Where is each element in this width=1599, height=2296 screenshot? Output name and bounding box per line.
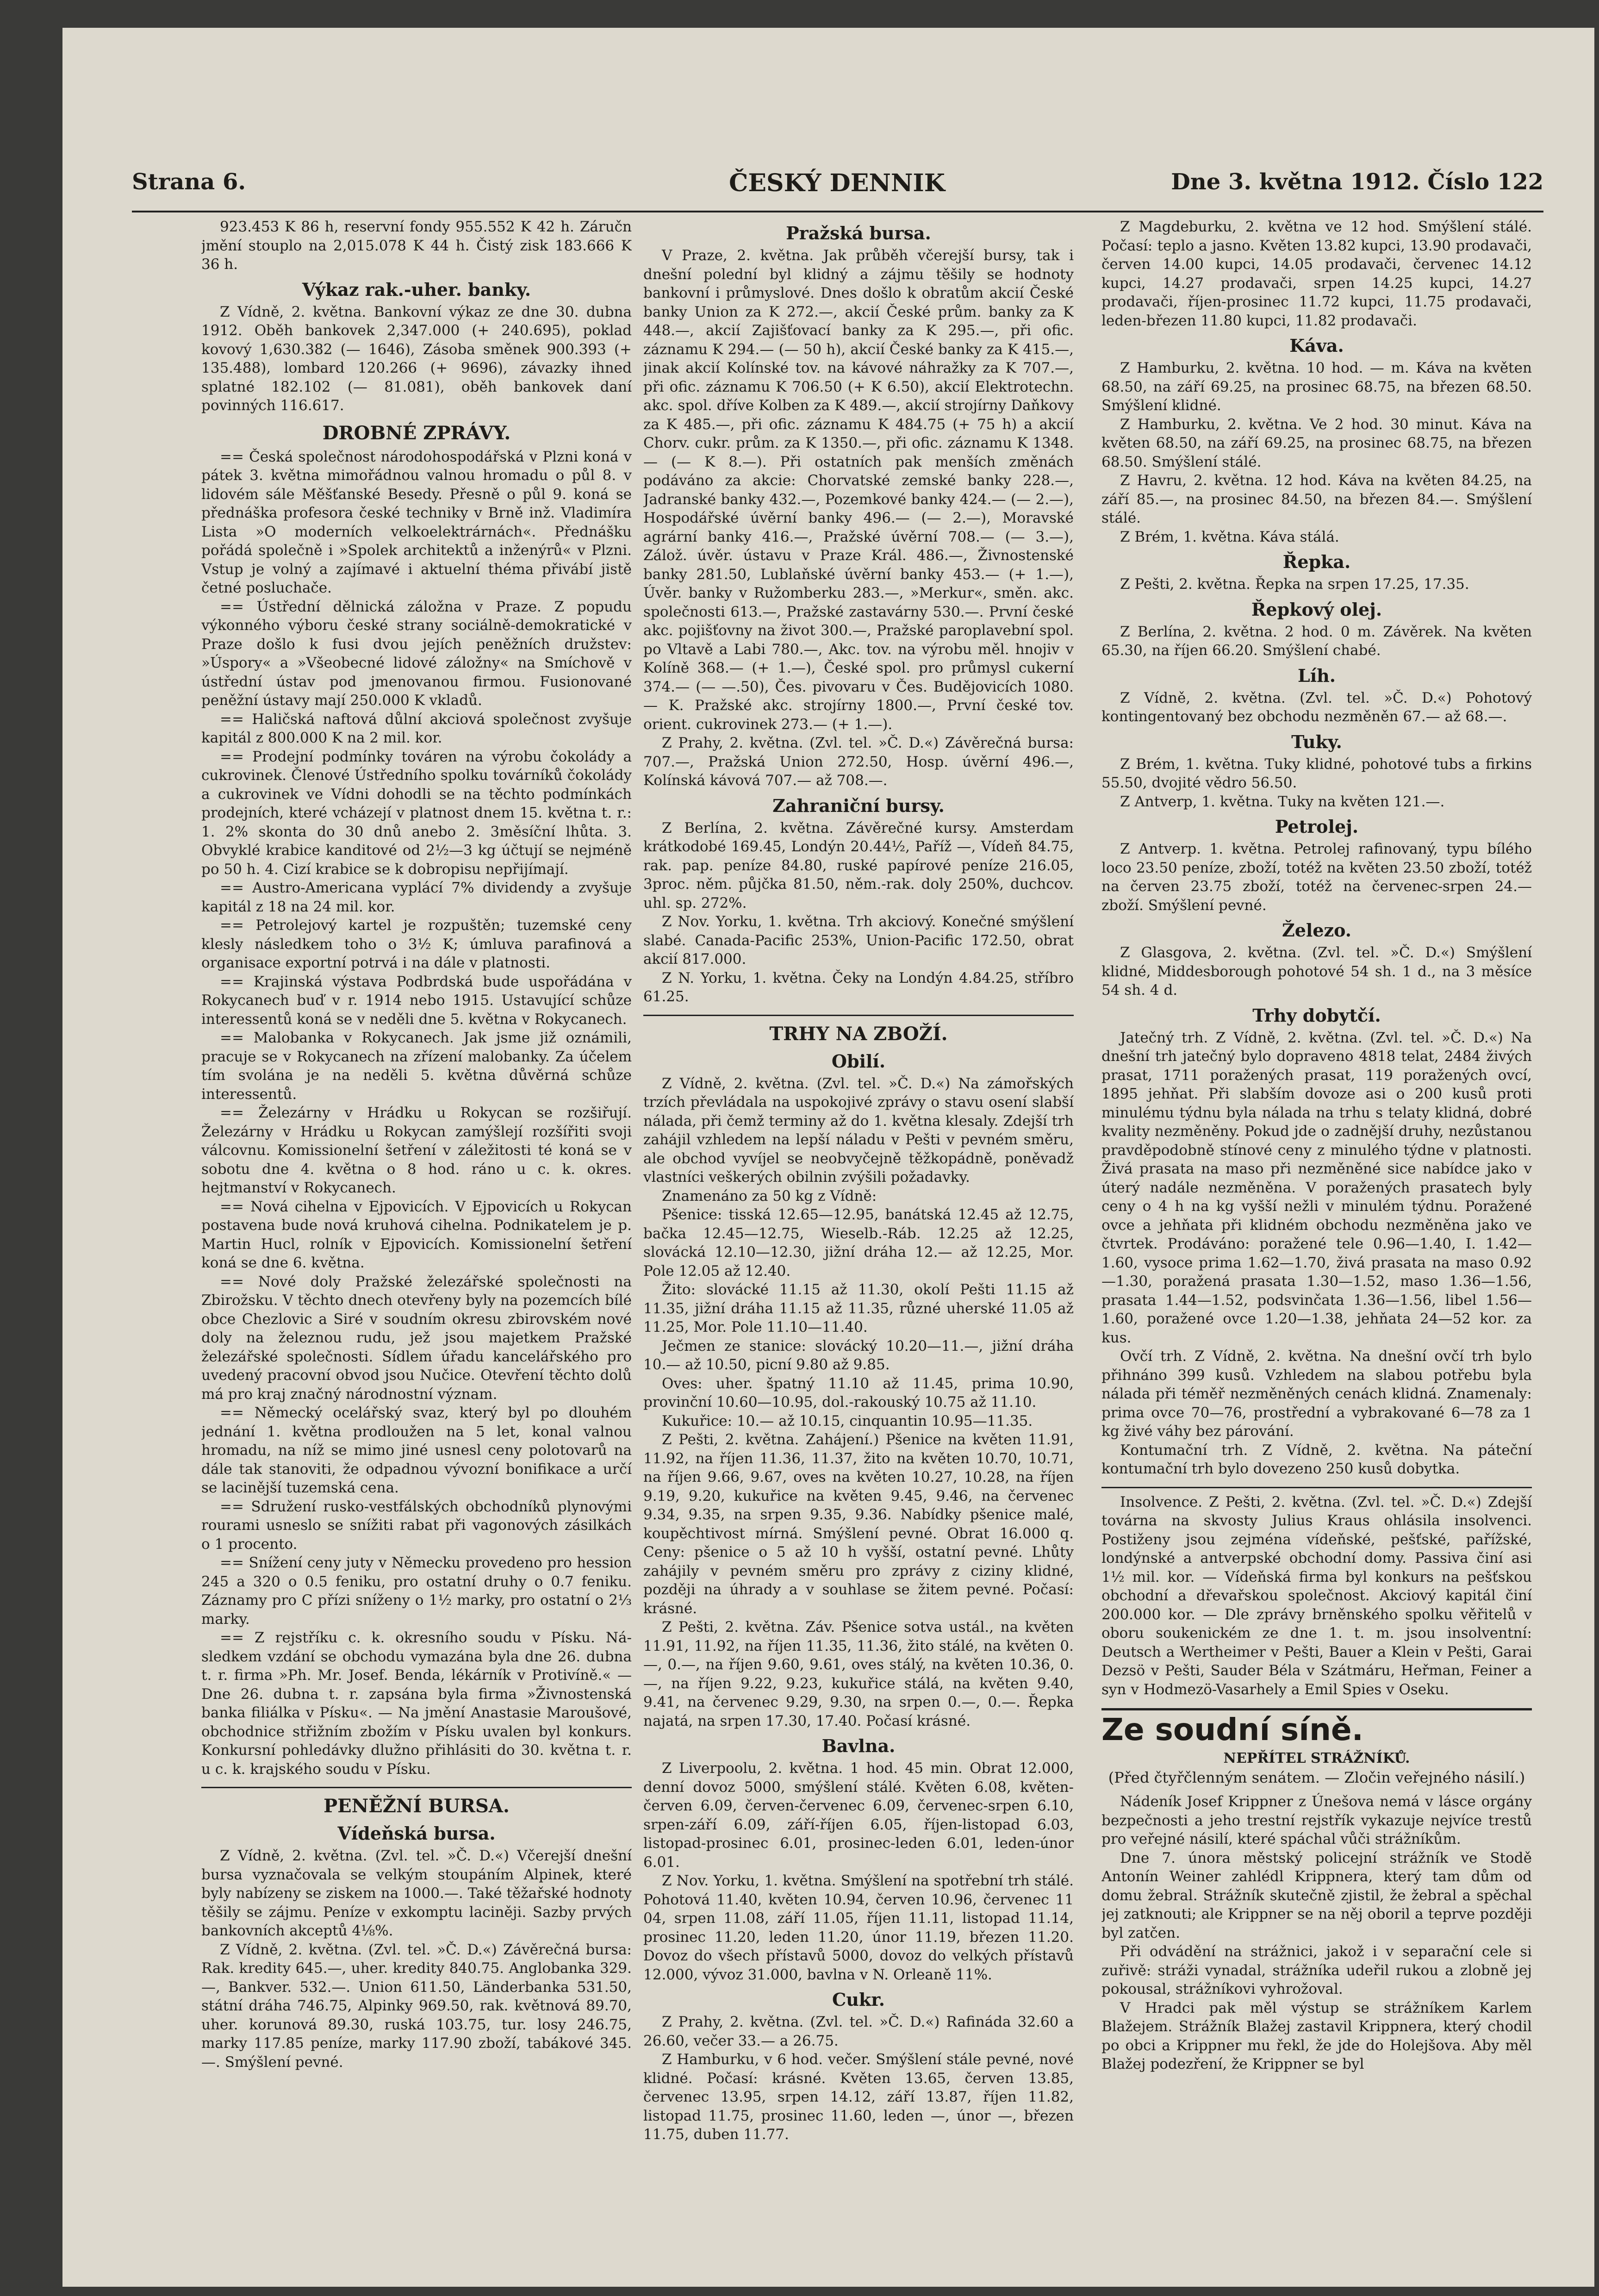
article-text: Z Hamburku, 2. května. Ve 2 hod. 30 minut. Káva na květen 68.50, na září 69.25, na prosinec 68.75, na březen 68.50. Smýšlení stálé. — [1101, 416, 1532, 470]
article-text: Z Berlína, 2. května. 2 hod. 0 m. Závěrek. Na květen 65.30, na říjen 66.20. Smýšlení chabé. — [1101, 623, 1532, 659]
article-text: Z Berlína, 2. května. Závěrečné kursy. Amsterdam krátkodobé 169.45, Londýn 20.44½, Paříž —, Vídeň 84.75, rak. pap. peníze 84.80, ruské papírové peníze 216.05, 3proc. něm. půjčka 81.50, něm.-rak. doly 250%, duchcov. uhl. sp. 272%. — [643, 819, 1074, 911]
article-text: Dne 7. února městský policejní strážník ve Stodě Antonín Weiner zahlédl Krippnera, který tam dům od domu žebral. Strážník skutečně zjistil, že žebral a spěchal jej zatknouti; ale Krippner se na něj oboril a teprve později byl zatčen. — [1101, 1849, 1532, 1941]
news-item: == Petrolejový kartel je rozpuštěn; tuzemské ceny klesly následkem toho o 3½ K; úmluva parafinová a organisace exportní potrvá i na dále v platnosti. — [201, 917, 632, 971]
article-text: Z Pešti, 2. května. Záv. Pšenice sotva ustál., na květen 11.91, 11.92, na říjen 11.35, 11.36, žito stálé, na květen 0.—, 0.—, na říjen 9.60, 9.61, oves stálý, na květen 10.36, 0.—, na říjen 9.22, 9.23, kukuřice stálá, na květen 9.40, 9.41, na červenec 9.29, 9.30, na srpen 0.—, 0.—. Řepka najatá, na srpen 17.30, 17.40. Počasí krásné. — [643, 1619, 1074, 1729]
article-text: Z Glasgova, 2. května. (Zvl. tel. »Č. D.«) Smýšlení klidné, Middesborough pohotové 54 sh. 1 d., na 3 měsíce 54 sh. 4 d. — [1101, 944, 1532, 998]
page-number: Strana 6. — [132, 169, 246, 195]
article-text: Z Vídně, 2. května. (Zvl. tel. »Č. D.«) Pohotový kontingentovaný bez obchodu nezměněn 67.— až 68.—. — [1101, 689, 1532, 725]
article-text: Z Vídně, 2. května. (Zvl. tel. »Č. D.«) Včerejší dnešní bursa vyznačovala se velkým stoupáním Alpinek, které byly nabízeny se ziskem na 1000.—. Také těžařské hodnoty těšily se zájmu. Peníze v exkomptu laciněji. Sazby prvých bankovních akceptů 4⅛%. — [201, 1847, 632, 1939]
article-text: Z Pešti, 2. května. Řepka na srpen 17.25, 17.35. — [1120, 576, 1469, 593]
news-item: == Německý ocelářský svaz, který byl po dlouhém jednání 1. května prodloužen na 5 let, konal valnou hromadu, na níž se mimo jiné usnesl ceny polotovarů na dále tak stanoviti, že odpadnou vývozní bonifikace a určí se lacinější tuzemská cena. — [201, 1404, 632, 1496]
article-text: Z Magdeburku, 2. května ve 12 hod. Smýšlení stálé. Počasí: teplo a jasno. Květen 13.82 kupci, 13.90 prodavači, červen 14.00 kupci, 14.05 prodavači, červenec 14.12 kupci, 14.27 prodavači, srpen 14.25 kupci, 14.27 prodavači, říjen-prosinec 11.72 kupci, 11.75 prodavači, leden-březen 11.80 kupci, 11.82 prodavači. — [1101, 218, 1532, 329]
section-heading: Řepka. — [1282, 551, 1351, 572]
section-heading: Káva. — [1289, 335, 1344, 356]
article-text: Ječmen ze stanice: slovácký 10.20—11.—, jižní dráha 10.— až 10.50, picní 9.80 až 9.85. — [643, 1337, 1074, 1373]
news-item: == Krajinská výstava Podbrdská bude uspořádána v Rokycanech buď v r. 1914 nebo 1915. Ustavující schůze interessentů koná se v neděli dne 5. května v Rokycanech. — [201, 973, 632, 1028]
issue-date: Dne 3. května 1912. Číslo 122 — [1171, 169, 1543, 195]
article-text: Kukuřice: 10.— až 10.15, cinquantin 10.95—11.35. — [662, 1412, 1033, 1429]
article-text: Z Prahy, 2. května. (Zvl. tel. »Č. D.«) Rafináda 32.60 a 26.60, večer 33.— a 26.75. — [643, 2014, 1074, 2049]
article-text: Z Antverp, 1. května. Tuky na květen 121.—. — [1120, 793, 1445, 810]
article-text: V Hradci pak měl výstup se strážníkem Karlem Blažejem. Strážník Blažej zastavil Krippnera, který chodil po obci a Krippner mu řekl, že jde do Holejšova. Aby měl Blažej podezření, že Krippner se byl — [1101, 1999, 1532, 2072]
news-item: == Haličská naftová důlní akciová společnost zvyšuje kapitál z 800.000 K na 2 mil. kor. — [201, 711, 632, 746]
section-heading: DROBNÉ ZPRÁVY. — [322, 422, 511, 444]
newspaper-page — [62, 28, 1594, 2287]
article-text: Z Hamburku, v 6 hod. večer. Smýšlení stále pevné, nové klidné. Počasí: krásné. Květen 13.65, červen 13.85, červenec 13.95, srpen 14.12, září 13.87, říjen 11.82, listopad 11.75, prosinec 11.60, leden —, únor —, březen 11.75, duben 11.77. — [643, 2051, 1074, 2143]
article-text: 923.453 K 86 h, reservní fondy 955.552 K 42 h. Záručn jmění stouplo na 2,015.078 K 44 h. Čistý zisk 183.666 K 36 h. — [201, 218, 632, 273]
news-item: == Snížení ceny juty v Německu provedeno pro hession 245 a 320 o 0.5 feniku, pro ostatní druhy o 0.7 feniku. Záznamy pro C přízi sníženy o 1½ marky, pro ostatní o 2⅓ marky. — [201, 1554, 632, 1628]
article-text: Oves: uher. špatný 11.10 až 11.45, prima 10.90, provinční 10.60—10.95, dol.-rakouský 10.75 až 11.10. — [643, 1375, 1074, 1410]
news-item: == Nová cihelna v Ejpovicích. V Ejpovicích u Rokycan postavena bude nová kruhová cihelna. Podnikatelem je p. Martin Hucl, rolník v Ejpovicích. Komissionelní šetření koná se dne 6. května. — [201, 1198, 632, 1271]
section-heading: TRHY NA ZBOŽÍ. — [769, 1023, 948, 1045]
news-item: == Česká společnost národohospodářská v Plzni koná v pátek 3. května mimořádnou valnou hromadu o půl 8. v lidovém sále Měšťanské Besedy. Přesně o půl 9. koná se přednáška profesora české techniky v Brně inž. Vladimíra Lista »O moderních velkoelektrárnách«. Přednášku pořádá společně i »Spolek architektů a inženýrů« v Plzni. Vstup je volný a zajímavé i aktuelní théma přivábí jistě četné posluchače. — [201, 448, 632, 596]
article-text: Žito: slovácké 11.15 až 11.30, okolí Pešti 11.15 až 11.35, jižní dráha 11.15 až 11.35, různé uherské 11.05 až 11.25, Mor. Pole 11.10—11.40. — [643, 1281, 1074, 1335]
article-text: Z Vídně, 2. května. (Zvl. tel. »Č. D.«) Závěrečná bursa: Rak. kredity 645.—, uher. kredity 840.75. Anglobanka 329.—, Bankver. 532.—. Union 611.50, Länderbanka 531.50, státní dráha 746.75, Alpinky 969.50, rak. květnová 89.70, uher. korunová 89.30, ruská 103.75, tur. losy 246.75, marky 117.85 peníze, marky 117.90 zboží, tabákové 345.—. Smýšlení pevné. — [201, 1941, 632, 2071]
news-item: == Nové doly Pražské železářské společnosti na Zbirožsku. V těchto dnech otevřeny byly na pozemcích bílé obce Chezlovic a Siré v soudním okresu zbirovském nové doly na železnou rudu, jež jsou majetkem Pražské železářské společnosti. Sídlem úřadu kancelářského pro uvedený pracovní obvod jsou Nučice. Otevření těchto dolů má pro kraj značný národnostní význam. — [201, 1273, 632, 1403]
section-heading: Pražská bursa. — [786, 223, 931, 243]
news-item: == Železárny v Hrádku u Rokycan se rozšiřují. Železárny v Hrádku u Rokycan zamýšlejí rozšířiti svoji válcovnu. Komissionelní šetření v záležitosti té koná se v sobotu dne 4. května o 8 hod. ráno u c. k. okres. hejtmanství v Rokycanech. — [201, 1104, 632, 1196]
divider — [1101, 1487, 1532, 1488]
article-text: Znamenáno za 50 kg z Vídně: — [662, 1187, 877, 1204]
article-text: Ovčí trh. Z Vídně, 2. května. Na dnešní ovčí trh bylo přihnáno 399 kusů. Vzhledem na slabou potřebu byla nálada při téměř nezměněných cenách klidná. Znamenaly: prima ovce 70—76, prostřední a vybrakované 6—78 za 1 kg živé váhy bez párování. — [1101, 1348, 1532, 1440]
column-2 — [643, 218, 1074, 2259]
section-heading: Petrolej. — [1275, 816, 1359, 837]
article-text: V Praze, 2. května. Jak průběh včerejší bursy, tak i dnešní polední byl klidný a zájmu těšily se hodnoty bankovní i průmyslové. Dnes došlo k obratům akcií České banky Union za K 272.—, akcií České prům. banky za K 448.—, akcií Zajišťovací banky za K 295.—, při ofic. záznamu K 294.— (— 50 h), akcií České banky za K 415.—, jinak akcií Kolínské tov. na kávové náhražky za K 707.—, při ofic. záznamu K 706.50 (+ K 6.50), akcií Elektrotechn. akc. spol. dříve Kolben za K 489.—, akcií strojírny Daňkovy za K 485.—, při ofic. záznamu K 484.75 (+ 75 h) a akcií Chorv. cukr. prům. za K 1350.—, při ofic. záznamu K 1348.— (— K 8.—). Při ostatních pak menších změnách podáváno za akcie: Chorvatské zemské banky 228.—, Jadranské banky 432.—, Pozemkové banky 424.— (— 2.—), Hospodářské úvěrní banky 496.— (— 2.—), Moravské agrární banky 416.—, Pražské úvěrní 708.— (— 3.—), Zálož. úvěr. ústavu v Praze Král. 486.—, Živnostenské banky 281.50, Lublaňské úvěrní banky 453.— (+ 1.—), Úvěr. banky v Ružomberku 283.—, »Merkur«, směn. akc. společnosti 613.—, Pražské zastavárny 530.—. První české akc. pojišťovny na život 300.—, Pražské paroplavební spol. po Vltavě a Labi 780.—, Akc. tov. na výrobu měl. hnojiv v Kolíně 368.— (+ 1.—), České spol. pro průmysl cukerní 374.— (— —.50), Čes. pivovaru v Čes. Budějovicích 1080.— K. Pražské akc. strojírny 1800.—, První české tov. orient. cukrovinek 273.— (+ 1.—). — [643, 247, 1074, 733]
article-text: Z Vídně, 2. května. (Zvl. tel. »Č. D.«) Na zámořských trzích převládala na uspokojivé zprávy o stavu osení slabší nálada, při čemž terminy až do 1. května klesaly. Zdejší trh zahájil vzhledem na lepší náladu v Pešti v pevném směru, ale obchod vyvíjel se neobvyčejně těžkopádně, poněvadž vlastníci veškerých obilnin zvýšili požadavky. — [643, 1075, 1074, 1185]
article-text: Insolvence. Z Pešti, 2. května. (Zvl. tel. »Č. D.«) Zdejší továrna na skvosty Julius Kraus ohlásila insolvenci. Postiženy jsou zejména vídeňské, pešťské, pařížské, londýnské a antverpské obchodní domy. Passiva činí asi 1½ mil. kor. — Vídeňská firma byl konkurs na pešťskou obchodní a dřevařskou společnost. Akciový kapitál činí 200.000 kor. — Dle zprávy brněnského spolku věřitelů v oboru soukenickém ze dne 1. t. m. jsou insolventní: Deutsch a Wertheimer v Pešti, Bauer a Klein v Pešti, Garai Dezsö v Pešti, Sauder Béla v Szátmáru, Heřman, Feiner a syn v Hodmezö-Vasarhely a Emil Spies v Oseku. — [1101, 1493, 1532, 1698]
news-item: == Z rejstříku c. k. okresního soudu v Písku. Následkem vzdání se obchodu vymazána byla dne 26. dubna t. r. firma »Ph. Mr. Josef. Benda, lékárník v Protivíně.« — Dne 26. dubna t. r. zapsána byla firma »Živnostenská banka filiálka v Písku«. — Na jmění Anastasie Maroušové, obchodnice střižním zbožím v Písku uvalen byl konkurs. Konkursní pohledávky dlužno přihlásiti do 30. května t. r. u c. k. krajského soudu v Písku. — [201, 1629, 632, 1778]
divider — [643, 1015, 1074, 1016]
section-heading: Líh. — [1297, 665, 1336, 686]
news-item: == Sdružení rusko-vestfálských obchodníků plynovými rourami usneslo se snížiti rabat při vagonových zásilkách o 1 procento. — [201, 1498, 632, 1553]
article-text: Kontumační trh. Z Vídně, 2. května. Na páteční kontumační trh bylo dovezeno 250 kusů dobytka. — [1101, 1441, 1532, 1477]
article-text: Z Liverpoolu, 2. května. 1 hod. 45 min. Obrat 12.000, denní dovoz 5000, smýšlení stálé. Květen 6.08, květen-červen 6.09, červen-červenec 6.09, červenec-srpen 6.10, srpen-září 6.09, září-říjen 6.05, říjen-listopad 6.03, listopad-prosinec 6.01, prosinec-leden 6.01, leden-únor 6.01. — [643, 1760, 1074, 1871]
article-text: Z Brém, 1. května. Tuky klidné, pohotové tubs a firkins 55.50, dvojité vědro 56.50. — [1101, 755, 1532, 791]
running-head — [132, 160, 1543, 212]
section-heading: Trhy dobytčí. — [1252, 1004, 1381, 1026]
article-text: Z Vídně, 2. května. Bankovní výkaz ze dne 30. dubna 1912. Oběh bankovek 2,347.000 (+ 240.695), poklad kovový 1,630.382 (— 1646), Zásoba směnek 900.393 (+ 135.488), lombard 120.266 (+ 9696), závazky ihned splatné 182.102 (— 81.081), oběh bankovek daní povinných 116.617. — [201, 303, 632, 414]
section-heading: Cukr. — [832, 1989, 885, 2010]
news-item: == Austro-Americana vyplácí 7% dividendy a zvyšuje kapitál z 18 na 24 mil. kor. — [201, 880, 632, 915]
article-text: Jatečný trh. Z Vídně, 2. května. (Zvl. tel. »Č. D.«) Na dnešní trh jatečný bylo dopraveno 4818 telat, 2484 živých prasat, 1711 poražených prasat, 119 poražených ovcí, 1895 jehňat. Při slabším dovoze asi o 200 kusů proti minulému týdnu byla nálada na trhu s telaty klidná, dobré kvality nezměněny. Pokud jde o zadnější druhy, nezůstanou pravděpodobně stínové ceny z minulého týdne v platnosti. Živá prasata na maso při nezměněné sice nabídce jako v úterý nadále nezměněna. V poražených prasatech byly ceny o 4 h na kg vyšší nežli v minulém týdnu. Poražené ovce a jehňata při klidném obchodu nezměněna jako ve čtvrtek. Prodáváno: poražené tele 0.96—1.40, I. 1.42—1.60, vysoce prima 1.62—1.70, živá prasata na maso 0.92—1.30, poražená prasata 1.30—1.52, maso 1.36—1.56, prasata 1.44—1.52, podsvinčata 1.36—1.56, libel 1.56—1.60, poražené ovce 1.20—1.38, jehňata 24—52 kor. za kus. — [1101, 1029, 1532, 1346]
news-item: == Ústřední dělnická záložna v Praze. Z popudu výkonného výboru české strany sociálně-demokratické v Praze došlo k fusi dvou jejích peněžních družstev: »Úspory« a »Všeobecné lidové záložny« na Smíchově v ústřední ústav pod jmenovanou firmou. Fusionované peněžní ústavy mají 250.000 K vkladů. — [201, 598, 632, 709]
news-item: == Prodejní podmínky továren na výrobu čokolády a cukrovinek. Členové Ústředního spolku továrníků čokolády a cukrovinek ve Vídni dohodli se na těchto podmínkách prodejních, které vcházejí v platnost dnem 15. května t. r.: 1. 2% skonta do 30 dnů anebo 2. 3měsíční lhůta. 3. Obvyklé krabice kanditové od 2½—3 kg účtují se nejméně po 50 h. 4. Cizí krabice se k dobropisu nepřijímají. — [201, 748, 632, 878]
section-heading: Obilí. — [831, 1050, 886, 1072]
section-heading: Železo. — [1282, 920, 1351, 941]
news-item: == Malobanka v Rokycanech. Jak jsme již oznámili, pracuje se v Rokycanech na zřízení malobanky. Za účelem tím svolána je na neděli 5. května důvěrná schůze interessentů. — [201, 1029, 632, 1103]
section-heading: Výkaz rak.-uher. banky. — [302, 279, 531, 300]
newspaper-title: ČESKÝ DENNIK — [729, 169, 945, 197]
article-text: Z Prahy, 2. května. (Zvl. tel. »Č. D.«) Závěrečná bursa: 707.—, Pražská Union 272.50, Hosp. úvěrní 496.—, Kolínská kávová 707.— až 708.—. — [643, 735, 1074, 789]
article-text: Z Nov. Yorku, 1. května. Trh akciový. Konečné smýšlení slabé. Canada-Pacific 253%, Union-Pacific 172.50, obrat akcií 817.000. — [643, 913, 1074, 967]
section-heading: Zahraniční bursy. — [772, 795, 945, 816]
column-1 — [201, 218, 632, 2259]
article-text: Z Hamburku, 2. května. 10 hod. — m. Káva na květen 68.50, na září 69.25, na prosinec 68.75, na březen 68.50. Smýšlení klidné. — [1101, 360, 1532, 414]
article-text: Z Pešti, 2. května. Zahájení.) Pšenice na květen 11.91, 11.92, na říjen 11.36, 11.37, žito na květen 10.70, 10.71, na říjen 9.66, 9.67, oves na květen 10.27, 10.28, na říjen 9.19, 9.20, kukuřice na květen 9.45, 9.46, na červenec 9.34, 9.35, na srpen 9.35, 9.36. Nabídky pšenice malé, koupěchtivost mírná. Smýšlení pevné. Obrat 16.000 q. Ceny: pšenice o 5 až 10 h vyšší, ostatní pevné. Lhůty zahájily v pevném směru pro zprávy z ciziny klidné, později na úhrady a v souhlase se žitem pevné. Počasí: krásné. — [643, 1431, 1074, 1617]
article-text: Nádeník Josef Krippner z Únešova nemá v lásce orgány bezpečnosti a jeho trestní rejstřík vykazuje nejvíce trestů pro veřejné násilí, které spáchal vůči strážníkům. — [1101, 1793, 1532, 1847]
article-text: Pšenice: tisská 12.65—12.95, banátská 12.45 až 12.75, bačka 12.45—12.75, Wieselb.-Ráb. 12.25 až 12.25, slovácká 12.10—12.30, jižní dráha 12.— až 12.25, Mor. Pole 12.05 až 12.40. — [643, 1206, 1074, 1279]
article-text: Z Havru, 2. května. 12 hod. Káva na květen 84.25, na září 85.—, na prosinec 84.50, na březen 84.—. Smýšlení stálé. — [1101, 472, 1532, 526]
section-heading: Tuky. — [1291, 731, 1342, 752]
section-heading: Ze soudní síně. — [1101, 1708, 1532, 1749]
article-text: Z Brém, 1. května. Káva stálá. — [1120, 528, 1339, 545]
section-heading: Vídeňská bursa. — [337, 1823, 496, 1844]
article-text: Z N. Yorku, 1. května. Čeky na Londýn 4.84.25, stříbro 61.25. — [643, 969, 1074, 1005]
article-text: Z Antverp. 1. května. Petrolej rafinovaný, typu bílého loco 23.50 peníze, zboží, totéž na květen 23.50 zboží, totéž na červen 23.75 zboží, totéž na červenec-srpen 24.— zboží. Smýšlení pevné. — [1101, 841, 1532, 914]
section-heading: Bavlna. — [821, 1735, 896, 1756]
article-subheading: NEPŘÍTEL STRÁŽNÍKŮ. — [1223, 1750, 1410, 1766]
section-heading: Řepkový olej. — [1251, 599, 1382, 620]
article-text: Z Nov. Yorku, 1. května. Smýšlení na spotřební trh stálé. Pohotová 11.40, květen 10.94, červen 10.96, červenec 11 04, srpen 11.08, září 11.05, říjen 11.11, listopad 11.14, prosinec 11.20, leden 11.20, únor 11.19, březen 11.20. Dovoz do všech přístavů 5000, dovoz do velkých přístavů 12.000, vývoz 31.000, bavlna v N. Orleaně 11%. — [643, 1872, 1074, 1983]
column-3 — [1101, 218, 1532, 2259]
article-text: Při odvádění na strážnici, jakož i v separační cele si zuřivě: stráži vynadal, strážníka udeřil rukou a zlobně jej pokousal, strážníkovi vyhrožoval. — [1101, 1943, 1532, 1997]
section-heading: PENĚŽNÍ BURSA. — [324, 1795, 510, 1817]
article-subheading: (Před čtyřčlenným senátem. — Zločin veřejného násilí.) — [1108, 1768, 1525, 1786]
divider — [201, 1787, 632, 1788]
